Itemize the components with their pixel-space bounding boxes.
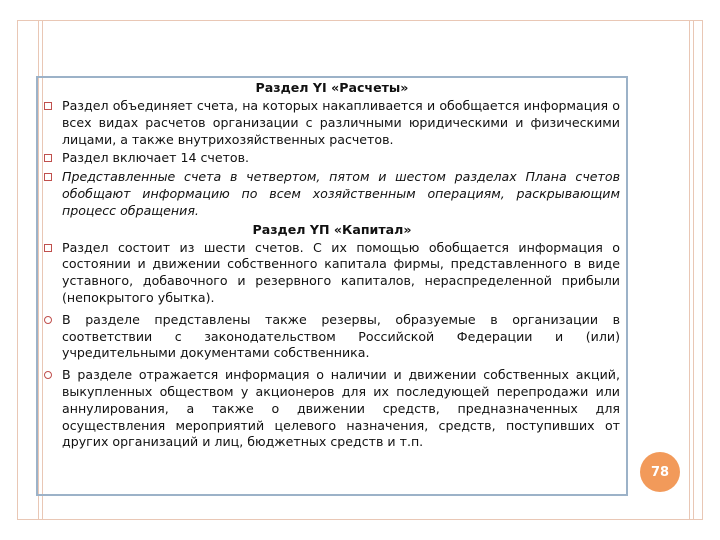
list-item-text: Раздел состоит из шести счетов. С их помощью обобщается информация о состоянии и движении собственного капитала фирмы, представленного в виде уставного, добавочного и резервного капиталов, нераспределенной прибыли (непокрытого убытка). — [62, 239, 620, 305]
square-bullet-icon — [44, 154, 52, 162]
frame-line-right-outer — [693, 21, 694, 519]
section-heading-capital: Раздел YП «Капитал» — [252, 221, 412, 237]
frame-line-right-inner — [689, 21, 690, 519]
list-item — [44, 312, 620, 362]
list-item — [44, 98, 620, 148]
list-item-text: Раздел объединяет счета, на которых накапливается и обобщается информация о всех видах расчетов организации с различными юридическими и физическими лицами, а также внутрихозяйственных расчетов. — [62, 98, 620, 147]
square-bullet-icon — [44, 102, 52, 110]
content-box — [36, 76, 628, 496]
list-item — [44, 367, 620, 451]
square-bullet-icon — [44, 173, 52, 181]
list-item — [44, 150, 620, 167]
section-heading-settlements: Раздел YI «Расчеты» — [255, 80, 409, 95]
circle-bullet-icon — [44, 316, 52, 324]
page-number-badge: 78 — [640, 452, 680, 492]
list-item-text: В разделе представлены также резервы, образуемые в организации в соответствии с законодательством Российской Федерации и (или) учредительными документами собственника. — [62, 311, 620, 361]
list-item — [44, 240, 620, 307]
list-item-text: В разделе отражается информация о наличии и движении собственных акций, выкупленных обществом у акционеров для их последующей перепродажи или аннулирования, а также о движении средств, предназначенных для осуществления мероприятий целевого назначения, средств, поступивших от других организаций и лиц, бюджетных средств и т.п. — [62, 367, 620, 450]
list-item-text: Представленные счета в четвертом, пятом и шестом разделах Плана счетов обобщают информацию по всем хозяйственным операциям, раскрывающим процесс обращения. — [62, 169, 620, 218]
circle-bullet-icon — [44, 371, 52, 379]
list-item-text: Раздел включает 14 счетов. — [62, 150, 250, 166]
square-bullet-icon — [44, 244, 52, 252]
list-item — [44, 169, 620, 219]
